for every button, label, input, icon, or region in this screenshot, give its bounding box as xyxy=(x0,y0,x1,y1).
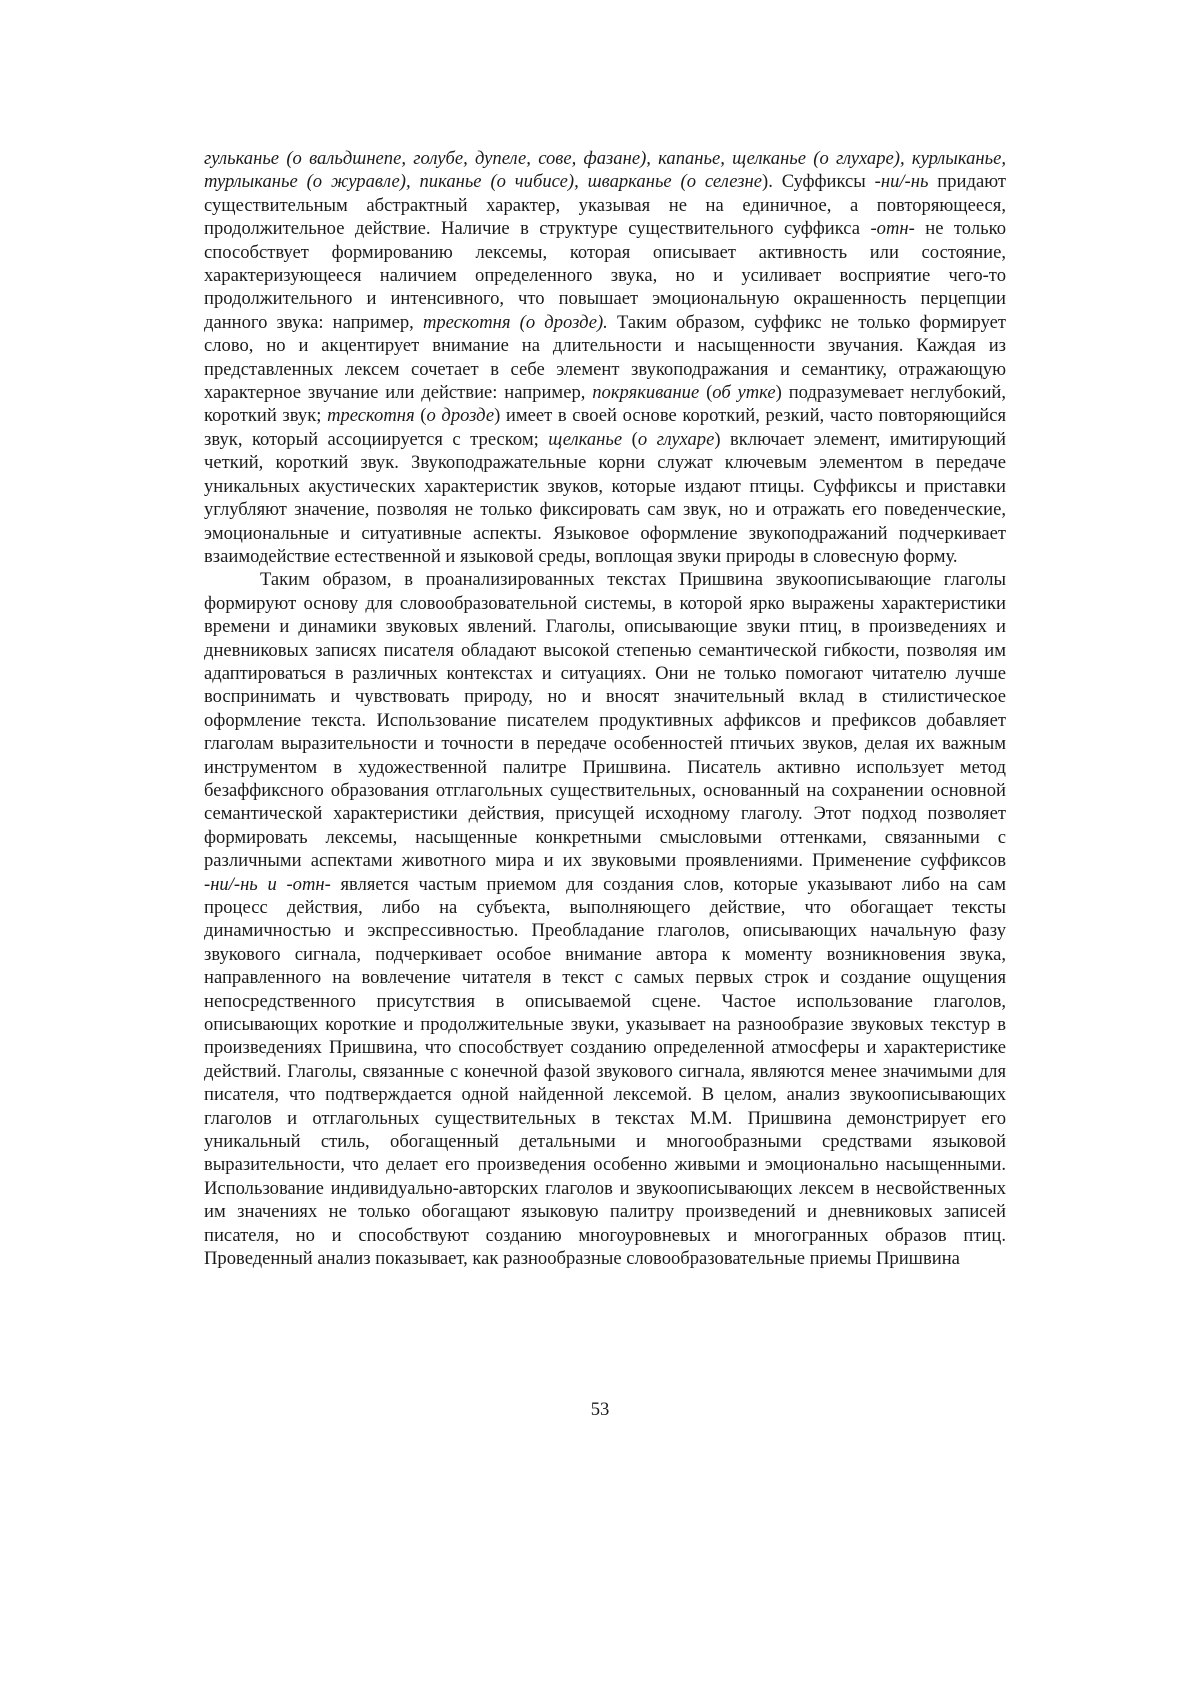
text-span: Таким образом, в проанализированных текстах Пришвина звукоописывающие глаголы формируют основу для словообразовательной системы, в которой ярко выражены характеристики времени и динамики звуковых явлений. Глаголы, описывающие звуки птиц, в произведениях и дневниковых записях писателя обладают высокой степенью семантической гибкости, позволяя им адаптироваться в различных контекстах и ситуациях. Они не только помогают читателю лучше воспринимать и чувствовать природу, но и вносят значительный вклад в стилистическое оформление текста. Использование писателем продуктивных аффиксов и префиксов добавляет глаголам выразительности и точности в передаче особенностей птичьих звуков, делая их важным инструментом в художественной палитре Пришвина. Писатель активно использует метод безаффиксного образования отглагольных существительных, основанный на сохранении основной семантической характеристики действия, присущей исходному глаголу. Этот подход позволяет формировать лексемы, насыщенные конкретными смысловыми оттенками, связанными с различными аспектами животного мира и их звуковыми проявлениями. Применение суффиксов xyxy=(204,569,1006,871)
text-span: не только способствует формированию лексемы, которая описывает активность или состояние, характеризующееся наличием определенного звука, но и усиливает восприятие чего-то продолжительного и интенсивного, что повышает эмоциональную окрашенность перцепции данного звука: например, xyxy=(204,218,1006,333)
italic-span: -отн- xyxy=(870,218,914,239)
body-text xyxy=(204,147,1006,1271)
italic-span: покрякивание xyxy=(592,382,699,403)
italic-span: об утке xyxy=(712,382,775,403)
text-span: ( xyxy=(699,382,712,403)
document-page xyxy=(0,0,1200,1697)
italic-span: трескотня (о дрозде). xyxy=(423,312,608,333)
italic-span: щелканье xyxy=(548,429,622,450)
text-span: Таким образом, суффикс не только формирует слово, но и акцентирует внимание на длительности и насыщенности звучания. Каждая из представленных лексем сочетает в себе элемент звукоподражания и семантику, отражающую характерное звучание или действие: например, xyxy=(204,312,1006,403)
text-span: ( xyxy=(415,405,427,426)
text-span: ) имеет в своей основе короткий, резкий, часто повторяющийся звук, который ассоциируется с треском; xyxy=(204,405,1006,449)
italic-span: о дрозде xyxy=(426,405,494,426)
text-span: ). Суффиксы - xyxy=(762,171,881,192)
italic-span: -ни/-нь и -отн- xyxy=(204,874,331,895)
text-span: ) включает элемент, имитирующий четкий, короткий звук. Звукоподражательные корни служат ключевым элементом в передаче уникальных акустических характеристик звуков, которые издают птицы. Суффиксы и приставки углубляют значение, позволяя не только фиксировать сам звук, но и отражать его поведенческие, эмоциональные и ситуативные аспекты. Языковое оформление звукоподражаний подчеркивает взаимодействие естественной и языковой среды, воплощая звуки природы в словесную форму. xyxy=(204,429,1006,567)
text-span: ) подразумевает неглубокий, короткий звук; xyxy=(204,382,1006,426)
paragraph xyxy=(204,147,1006,568)
italic-span: ни/-нь xyxy=(881,171,929,192)
paragraph xyxy=(204,568,1006,1270)
text-span: придают существительным абстрактный характер, указывая не на единичное, а повторяющееся, продолжительное действие. Наличие в структуре существительного суффикса xyxy=(204,171,1006,239)
text-span: является частым приемом для создания слов, которые указывают либо на сам процесс действия, либо на субъекта, выполняющего действие, что обогащает тексты динамичностью и экспрессивностью. Преобладание глаголов, описывающих начальную фазу звукового сигнала, подчеркивает особое внимание автора к моменту возникновения звука, направленного на вовлечение читателя в текст с самых первых строк и создание ощущения непосредственного присутствия в описываемой сцене. Частое использование глаголов, описывающих короткие и продолжительные звуки, указывает на разнообразие звуковых текстур в произведениях Пришвина, что способствует созданию определенной атмосферы и характеристике действий. Глаголы, связанные с конечной фазой звукового сигнала, являются менее значимыми для писателя, что подтверждается одной найденной лексемой. В целом, анализ звукоописывающих глаголов и отглагольных существительных в текстах М.М. Пришвина демонстрирует его уникальный стиль, обогащенный детальными и многообразными средствами языковой выразительности, что делает его произведения особенно живыми и эмоционально насыщенными. Использование индивидуально-авторских глаголов и звукоописывающих лексем в несвойственных им значениях не только обогащают языковую палитру произведений и дневниковых записей писателя, но и способствуют созданию многоуровневых и многогранных образов птиц. Проведенный анализ показывает, как разнообразные словообразовательные приемы Пришвина xyxy=(204,874,1006,1270)
text-span: ( xyxy=(622,429,638,450)
italic-span: трескотня xyxy=(327,405,415,426)
italic-span: о глухаре xyxy=(638,429,715,450)
italic-span: гульканье (о вальдшнепе, голубе, дупеле, сове, фазане), капанье, щелканье (о глухаре), курлыканье, турлыканье (о журавле), пиканье (о чибисе), шварканье (о селезне xyxy=(204,148,1006,192)
page-number: 53 xyxy=(0,1398,1200,1422)
